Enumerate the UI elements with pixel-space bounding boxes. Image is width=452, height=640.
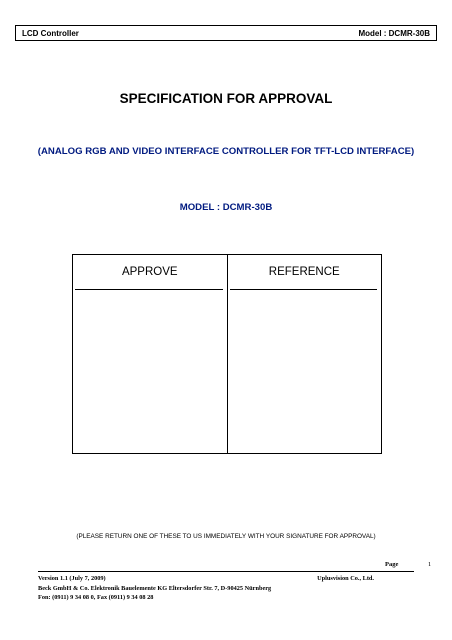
page-label: Page [385, 561, 399, 568]
return-note: (PLEASE RETURN ONE OF THESE TO US IMMEDIATELY WITH YOUR SIGNATURE FOR APPROVAL) [76, 533, 376, 540]
reference-header: REFERENCE [268, 266, 340, 278]
approve-divider [75, 289, 223, 290]
reference-divider [230, 289, 378, 290]
footer-row [38, 574, 414, 584]
document-title: SPECIFICATION FOR APPROVAL [119, 91, 333, 106]
page-number: 1 [428, 561, 432, 568]
document-subtitle: (ANALOG RGB AND VIDEO INTERFACE CONTROLLER FOR TFT-LCD INTERFACE) [37, 146, 415, 157]
model-label: MODEL : DCMR-30B [179, 202, 273, 213]
reference-column [227, 255, 382, 453]
footer-company: Uplusvision Co., Ltd. [317, 575, 374, 582]
approve-header: APPROVE [121, 266, 178, 278]
footer-divider [38, 571, 414, 572]
header-product: LCD Controller [22, 28, 79, 38]
footer-version: Version 1.1 (July 7, 2009) [38, 575, 106, 582]
approve-column [73, 255, 227, 453]
page-header [15, 25, 437, 41]
footer-contact: Fon: (0911) 9 34 08 0, Fax (0911) 9 34 08 28 [38, 594, 154, 601]
page-footer [38, 574, 414, 603]
footer-address: Beck GmbH & Co. Elektronik Bauelemente KG Eltersdorfer Str. 7, D-90425 Nürnberg [38, 584, 272, 592]
header-model: Model : DCMR-30B [358, 28, 430, 38]
approval-table [72, 254, 382, 454]
